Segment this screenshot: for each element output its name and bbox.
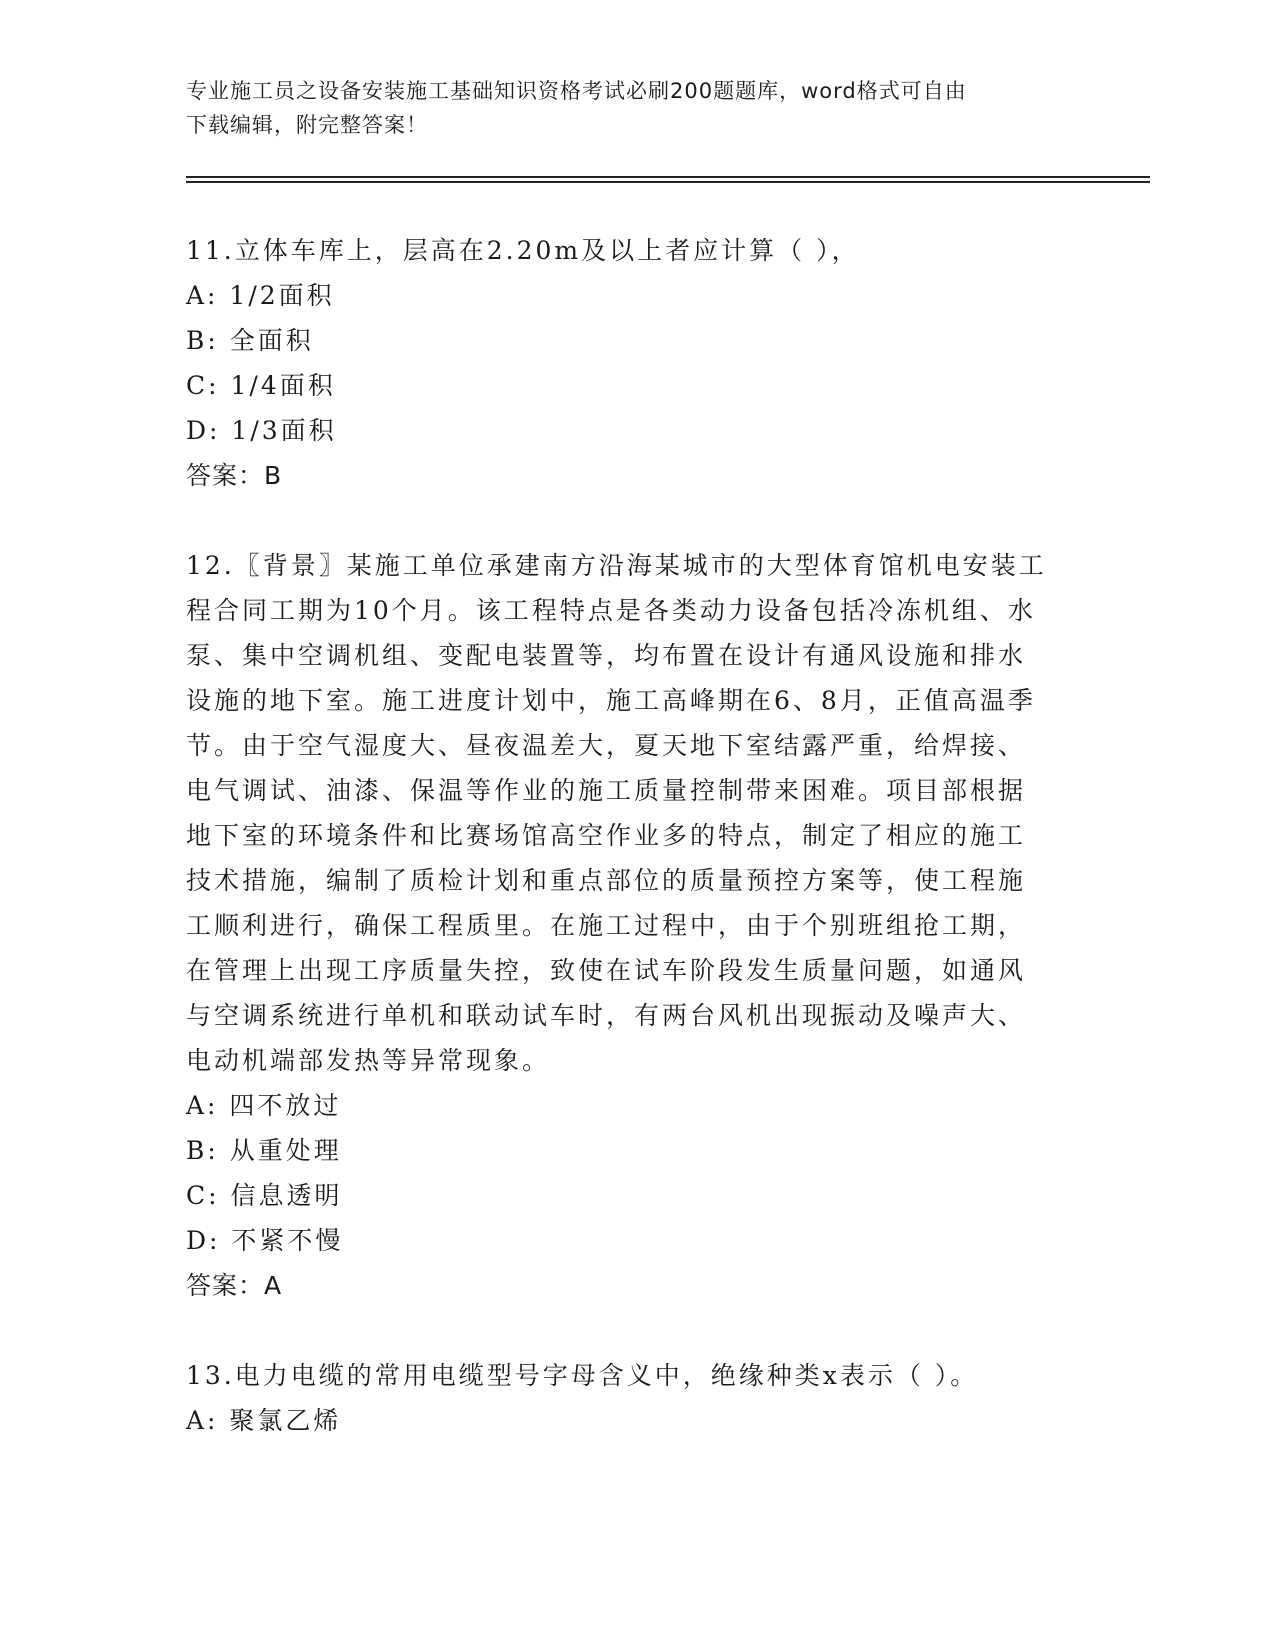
option-d: D: 1/3面积 <box>186 416 337 445</box>
question-stem-line: 电气调试、油漆、保温等作业的施工质量控制带来困难。项目部根据 <box>186 776 1027 805</box>
answer-line: 答案：A <box>186 1271 283 1300</box>
question-stem-line: 地下室的环境条件和比赛场馆高空作业多的特点，制定了相应的施工 <box>186 821 1027 850</box>
question-stem-line: 与空调系统进行单机和联动试车时，有两台风机出现振动及噪声大、 <box>186 1001 1027 1030</box>
question-spacer <box>186 1308 1086 1353</box>
option-c: C: 1/4面积 <box>186 371 336 400</box>
option-b: B: 从重处理 <box>186 1136 342 1165</box>
question-stem-line: 节。由于空气湿度大、昼夜温差大，夏天地下室结露严重，给焊接、 <box>186 731 1027 760</box>
question-stem-line: 在管理上出现工序质量失控，致使在试车阶段发生质量问题，如通风 <box>186 956 1027 985</box>
question-stem: 11.立体车库上，层高在2.20m及以上者应计算（ ）， <box>186 236 860 265</box>
question-13 <box>186 1353 1086 1443</box>
question-11 <box>186 228 1086 498</box>
question-stem-line: 设施的地下室。施工进度计划中，施工高峰期在6、8月，正值高温季 <box>186 686 1036 715</box>
header-divider-top <box>186 176 1150 178</box>
question-list <box>186 228 1086 1443</box>
option-c: C: 信息透明 <box>186 1181 343 1210</box>
question-stem: 13.电力电缆的常用电缆型号字母含义中，绝缘种类x表示（ ）。 <box>186 1361 979 1390</box>
question-12 <box>186 543 1086 1308</box>
header-divider-bottom <box>186 181 1150 183</box>
question-stem-line: 工顺利进行，确保工程质里。在施工过程中，由于个别班组抢工期， <box>186 911 1027 940</box>
option-a: A: 1/2面积 <box>186 281 335 310</box>
option-d: D: 不紧不慢 <box>186 1226 344 1255</box>
question-stem-line: 电动机端部发热等异常现象。 <box>186 1046 551 1075</box>
option-a: A: 聚氯乙烯 <box>186 1406 342 1435</box>
question-stem-line: 技术措施，编制了质检计划和重点部位的质量预控方案等，使工程施 <box>186 866 1027 895</box>
option-a: A: 四不放过 <box>186 1091 342 1120</box>
option-b: B: 全面积 <box>186 326 314 355</box>
question-spacer <box>186 498 1086 543</box>
document-header <box>186 74 1066 142</box>
answer-line: 答案：B <box>186 461 283 490</box>
question-stem-line: 程合同工期为10个月。该工程特点是各类动力设备包括冷冻机组、水 <box>186 596 1036 625</box>
header-line-1: 专业施工员之设备安装施工基础知识资格考试必刷200题题库，word格式可自由 <box>186 79 967 103</box>
question-stem-line: 泵、集中空调机组、变配电装置等，均布置在设计有通风设施和排水 <box>186 641 1027 670</box>
question-stem-line: 12.〖背景〗某施工单位承建南方沿海某城市的大型体育馆机电安装工 <box>186 551 1047 580</box>
header-line-2: 下载编辑，附完整答案！ <box>186 113 428 137</box>
